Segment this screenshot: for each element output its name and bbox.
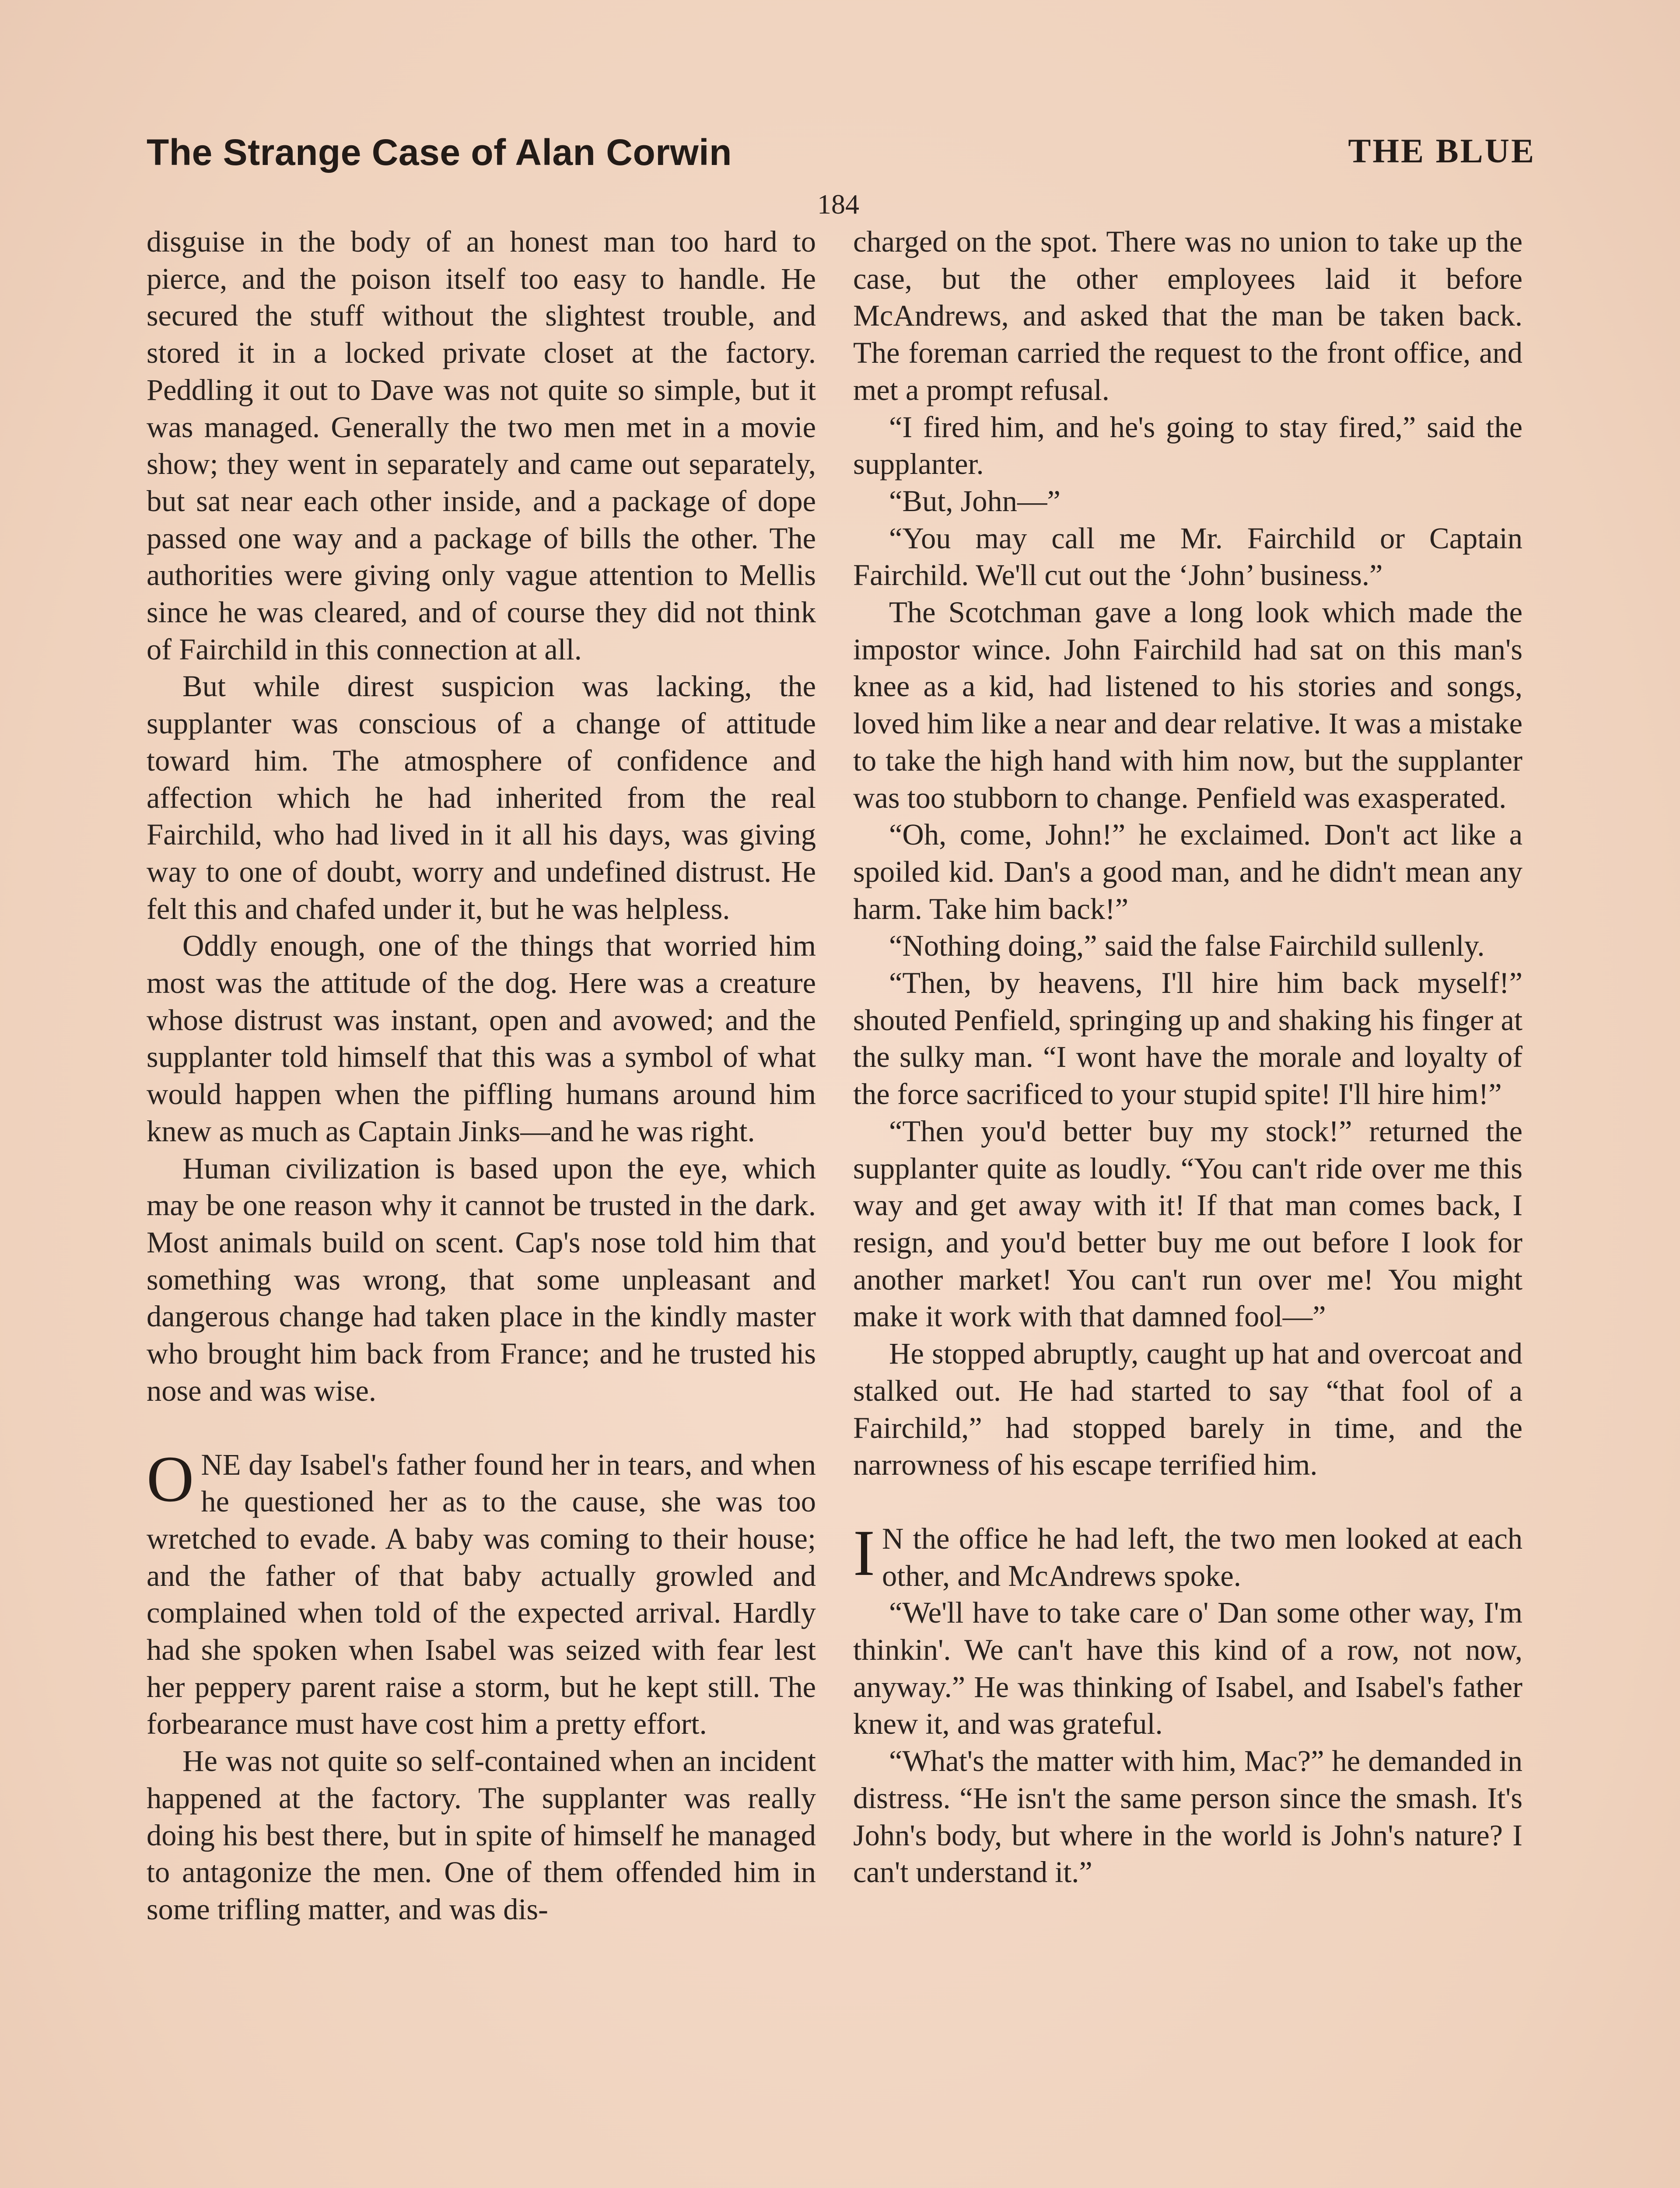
paragraph: “Oh, come, John!” he exclaimed. Don't act like a spoiled kid. Dan's a good man, and he didn't mean any harm. Take him back!” [853,818,1522,926]
story-title: The Strange Case of Alan Corwin [147,132,732,173]
paragraph: He stopped abruptly, caught up hat and overcoat and stalked out. He had started to say “that fool of a Fairchild,” had stopped barely in time, and the narrowness of his escape terrified him. [853,1337,1522,1482]
paragraph: “Then you'd better buy my stock!” returned the supplanter quite as loudly. “You can't ride over me this way and get away with it! If that man comes back, I resign, and you'd better buy me out before I look for another market! You can't run over me! You might make it work with that damned fool—” [853,1114,1522,1333]
paragraph: Human civilization is based upon the eye, which may be one reason why it cannot be trusted in the dark. Most animals build on scent. Cap's nose told him that something was wrong, that some unpleasant and dangerous change had taken place in the kindly master who brought him back from France; and he trusted his nose and was wise. [147,1151,816,1407]
right-column [853,223,1522,1891]
magazine-name: THE BLUE [1348,132,1536,170]
paragraph: disguise in the body of an honest man too hard to pierce, and the poison itself too easy to handle. He secured the stuff without the slightest trouble, and stored it in a locked private closet at the factory. Peddling it out to Dave was not quite so simple, but it was managed. Generally the two men met in a movie show; they went in separately and came out separately, but sat near each other inside, and a package of dope passed one way and a package of bills the other. The authorities were giving only vague attention to Mellis since he was cleared, and of course they did not think of Fairchild in this connection at all. [147,225,816,666]
paragraph: He was not quite so self-contained when an incident happened at the factory. The supplanter was really doing his best there, but in spite of himself he managed to antagonize the men. One of them offended him in some trifling matter, and was dis- [147,1744,816,1926]
paragraph: “Then, by heavens, I'll hire him back myself!” shouted Penfield, springing up and shaking his finger at the sulky man. “I wont have the morale and loyalty of the force sacrificed to your stupid spite! I'll hire him!” [853,966,1522,1111]
section-paragraph [853,1516,1522,1594]
paragraph-text: NE day Isabel's father found her in tears, and when he questioned her as to the cause, she was too wretched to evade. A baby was coming to their house; and the father of that baby actually growled and complained when told of the expected arrival. Hardly had she spoken when Isabel was seized with fear lest her peppery parent raise a storm, but he kept still. The forbearance must have cost him a pretty effort. [147,1448,816,1741]
drop-cap: O [147,1442,194,1515]
paragraph: “I fired him, and he's going to stay fired,” said the supplanter. [853,410,1522,481]
paragraph: “Nothing doing,” said the false Fairchild sullenly. [889,929,1485,963]
page-number: 184 [817,189,859,220]
drop-cap: I [853,1516,875,1589]
left-column [147,223,816,1928]
paragraph: The Scotchman gave a long look which made the impostor wince. John Fairchild had sat on this man's knee as a kid, had listened to his stories and songs, loved him like a near and dear relative. It was a mistake to take the high hand with him now, but the supplanter was too stubborn to change. Penfield was exasperated. [853,596,1522,814]
paragraph: “What's the matter with him, Mac?” he demanded in distress. “He isn't the same person since the smash. It's John's body, but where in the world is John's nature? I can't understand it.” [853,1744,1522,1889]
paragraph-text: N the office he had left, the two men looked at each other, and McAndrews spoke. [882,1522,1522,1592]
section-paragraph [147,1442,816,1743]
paragraph: Oddly enough, one of the things that worried him most was the attitude of the dog. Here was a creature whose distrust was instant, open and avowed; and the supplanter told himself that this was a symbol of what would happen when the piffling humans around him knew as much as Captain Jinks—and he was right. [147,929,816,1148]
paragraph: charged on the spot. There was no union to take up the case, but the other employees laid it before McAndrews, and asked that the man be taken back. The foreman carried the request to the front office, and met a prompt refusal. [853,225,1522,407]
paragraph: “We'll have to take care o' Dan some other way, I'm thinkin'. We can't have this kind of a row, not now, anyway.” He was thinking of Isabel, and Isabel's father knew it, and was grateful. [853,1596,1522,1741]
paragraph: But while direst suspicion was lacking, the supplanter was conscious of a change of attitude toward him. The atmosphere of confidence and affection which he had inherited from the real Fairchild, who had lived in it all his days, was giving way to one of doubt, worry and undefined distrust. He felt this and chafed under it, but he was helpless. [147,670,816,926]
paragraph: “You may call me Mr. Fairchild or Captain Fairchild. We'll cut out the ‘John’ business.” [853,521,1522,592]
paragraph: “But, John—” [889,484,1060,518]
